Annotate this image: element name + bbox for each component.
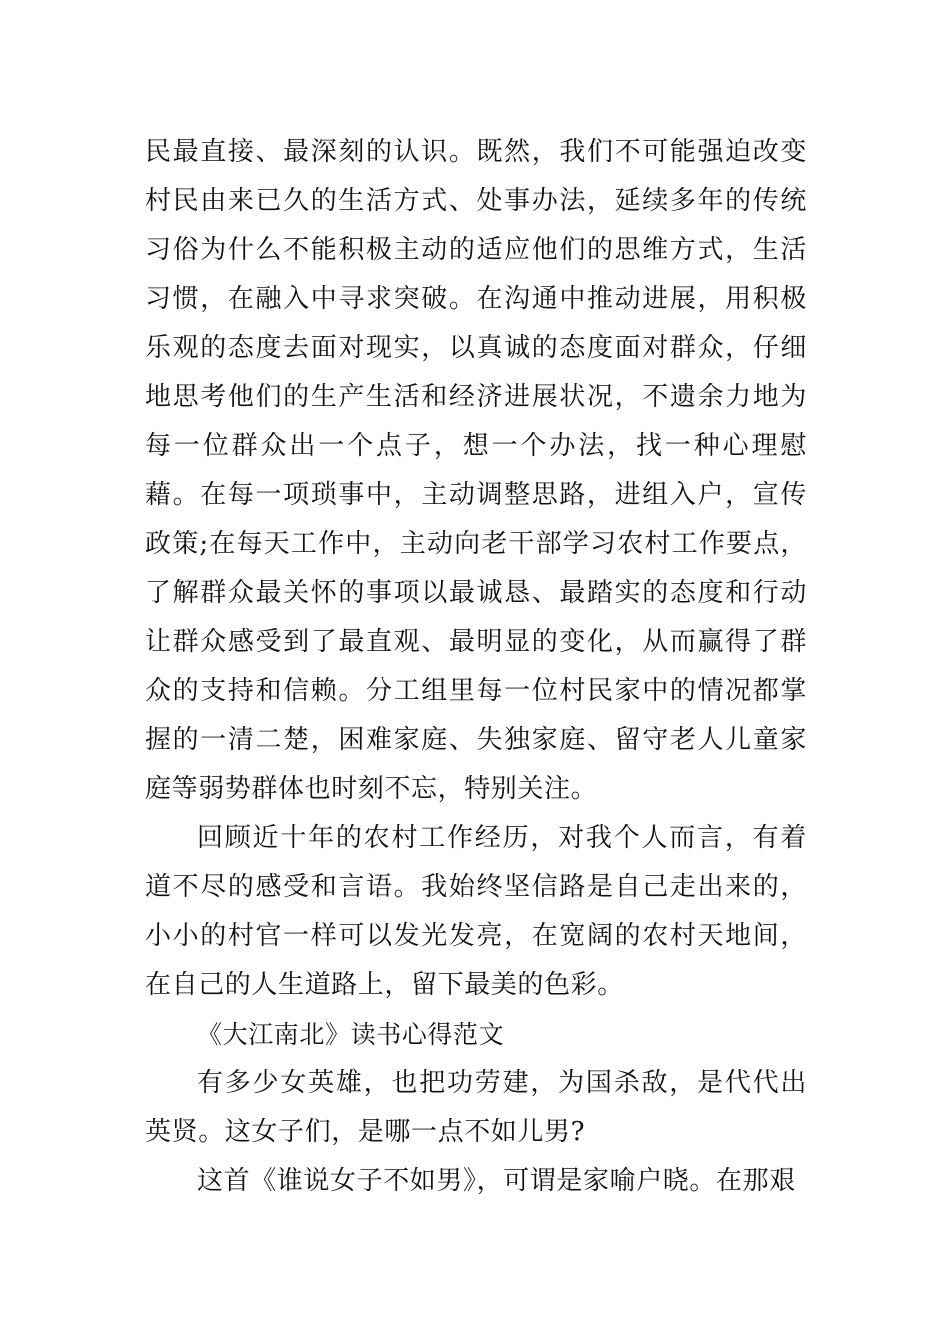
paragraph-continued: 民最直接、最深刻的认识。既然，我们不可能强迫改变村民由来已久的生活方式、处事办法，延续多年的传统习俗为什么不能积极主动的适应他们的思维方式，生活习惯，在融入中寻求突破。在沟通中推动进展，用积极乐观的态度去面对现实，以真诚的态度面对群众，仔细地思考他们的生产生活和经济进展状况，不遗余力地为每一位群众出一个点子，想一个办法，找一种心理慰藉。在每一项琐事中，主动调整思路，进组入户，宣传政策;在每天工作中，主动向老干部学习农村工作要点，了解群众最关怀的事项以最诚恳、最踏实的态度和行动让群众感受到了最直观、最明显的变化，从而赢得了群众的支持和信赖。分工组里每一位村民家中的情况都掌握的一清二楚，困难家庭、失独家庭、留守老人儿童家庭等弱势群体也时刻不忘，特别关注。	[145, 137, 807, 804]
paragraph-poem: 有多少女英雄，也把功劳建，为国杀敌，是代代出英贤。这女子们，是哪一点不如儿男?	[145, 1068, 807, 1147]
paragraph-intro: 这首《谁说女子不如男》，可谓是家喻户晓。在那艰	[197, 1166, 796, 1196]
section-title: 《大江南北》读书心得范文	[197, 1020, 505, 1049]
paragraph-reflection: 回顾近十年的农村工作经历，对我个人而言，有着道不尽的感受和言语。我始终坚信路是自己走出来的，小小的村官一样可以发光发亮，在宽阔的农村天地间，在自己的人生道路上，留下最美的色彩。	[145, 823, 807, 1000]
document-body	[145, 128, 807, 1206]
